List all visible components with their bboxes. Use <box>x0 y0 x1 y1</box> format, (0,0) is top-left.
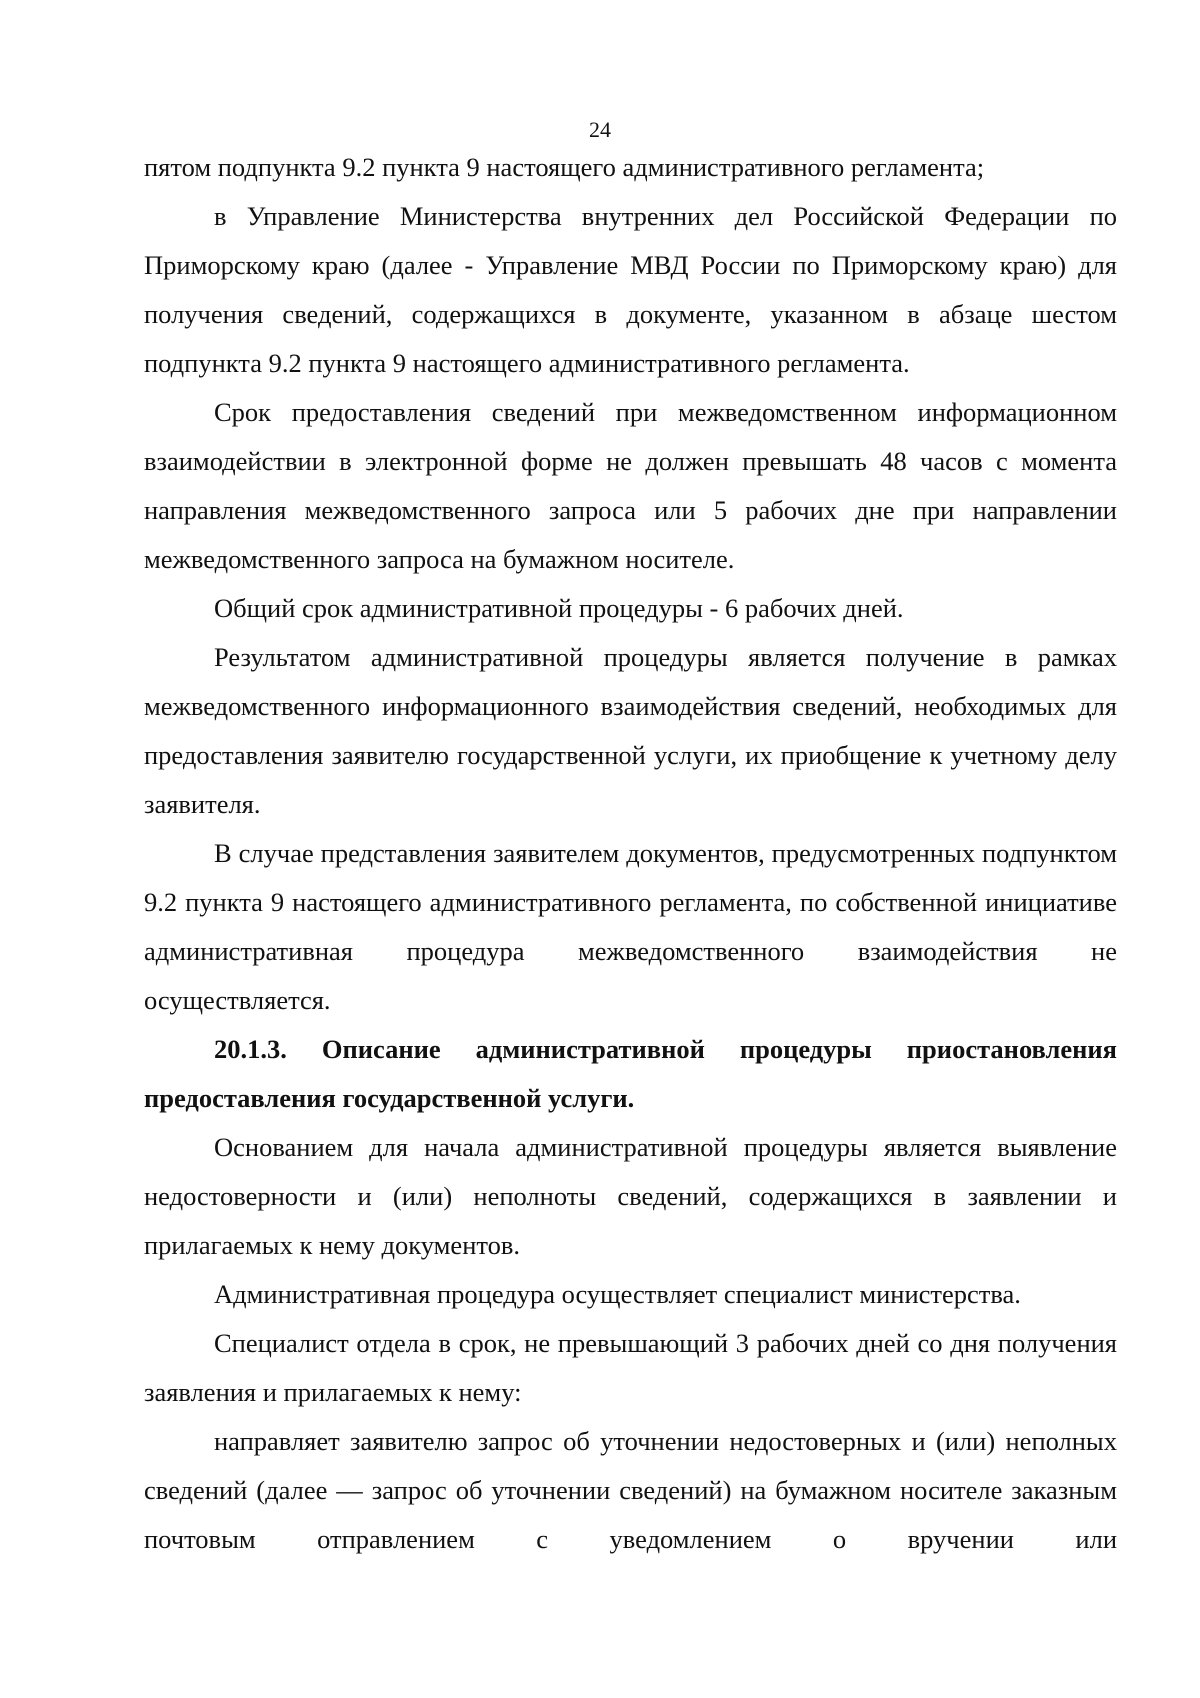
document-body <box>144 143 1117 1564</box>
paragraph-mvd-request: в Управление Министерства внутренних дел Российской Федерации по Приморскому краю (далее - Управление МВД России по Приморскому краю) для получения сведений, содержащихся в документе, указанном в абзаце шестом подпункта 9.2 пункта 9 настоящего административного регламента. <box>144 201 1117 378</box>
paragraph-grounds: Основанием для начала административной процедуры является выявление недостоверности и (или) неполноты сведений, содержащихся в заявлении и прилагаемых к нему документов. <box>144 1132 1117 1260</box>
paragraph-clarification-request: направляет заявителю запрос об уточнении недостоверных и (или) неполных сведений (далее — запрос об уточнении сведений) на бумажном носителе заказным почтовым отправлением с уведомлением о вручении или <box>144 1426 1117 1554</box>
paragraph-specialist-term: Специалист отдела в срок, не превышающий 3 рабочих дней со дня получения заявления и прилагаемых к нему: <box>144 1328 1117 1407</box>
paragraph-total-term: Общий срок административной процедуры - 6 рабочих дней. <box>214 593 904 623</box>
paragraph-executor: Административная процедура осуществляет специалист министерства. <box>214 1279 1021 1309</box>
paragraph-result: Результатом административной процедуры является получение в рамках межведомственного информационного взаимодействия сведений, необходимых для предоставления заявителю государственной услуги, их приобщение к учетному делу заявителя. <box>144 642 1117 819</box>
page-number: 24 <box>589 117 611 142</box>
paragraph-own-initiative: В случае представления заявителем документов, предусмотренных подпунктом 9.2 пункта 9 настоящего административного регламента, по собственной инициативе административная процедура межведомственного взаимодействия не осуществляется. <box>144 838 1117 1015</box>
paragraph-continuation: пятом подпункта 9.2 пункта 9 настоящего административного регламента; <box>144 152 985 182</box>
section-heading-20-1-3: 20.1.3. Описание административной процедуры приостановления предоставления государственной услуги. <box>144 1034 1117 1113</box>
paragraph-response-deadline: Срок предоставления сведений при межведомственном информационном взаимодействии в электронной форме не должен превышать 48 часов с момента направления межведомственного запроса или 5 рабочих дне при направлении межведомственного запроса на бумажном носителе. <box>144 397 1117 574</box>
